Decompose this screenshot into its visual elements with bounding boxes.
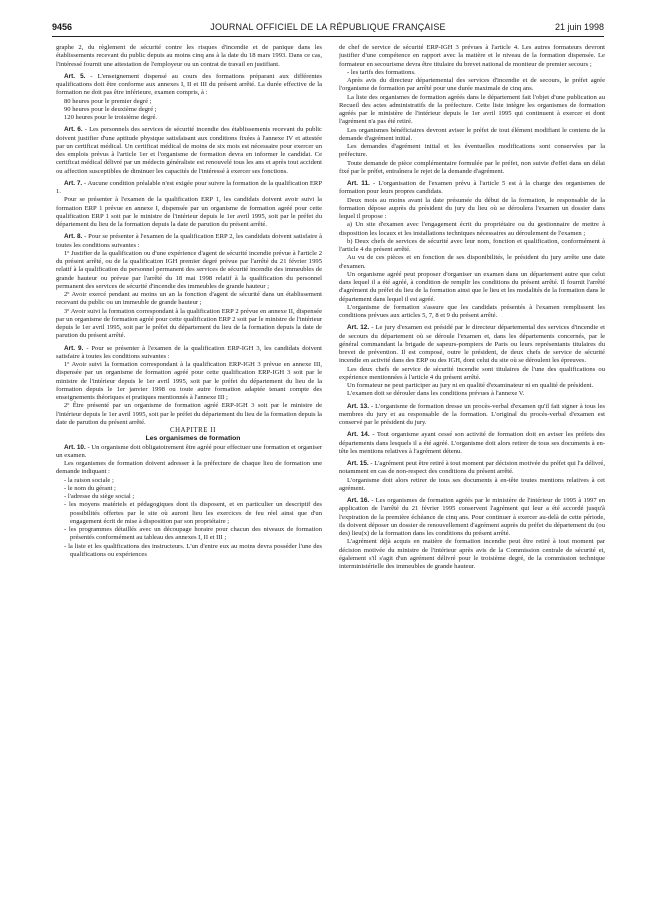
article-text: - Tout organisme ayant cessé son activité de formation doit en aviser les préfets des départements dans lesquels il a été agréé. L'organisme doit alors retirer de tous ses documents à en-tête les mentions relatives à l'agrément détenu. bbox=[339, 431, 605, 455]
article-13 bbox=[339, 403, 605, 428]
list-item: - les programmes détaillés avec un découpage horaire pour chacun des niveaux de formation présentés conformément au tableau des annexes I, II et III ; bbox=[64, 526, 322, 542]
article-14 bbox=[339, 431, 605, 456]
list-item: 90 heures pour le deuxième degré ; bbox=[64, 105, 157, 113]
paragraph: Toute demande de pièce complémentaire formulée par le préfet, non suivie d'effet dans un délai fixé par le préfet, entraînera le rejet de la demande d'agrément. bbox=[339, 159, 605, 175]
article-text: - L'organisme de formation dresse un procès-verbal d'examen qu'il fait signer à tous les membres du jury et au responsable de la formation. L'original du procès-verbal d'examen est conservé par le président du jury. bbox=[339, 402, 605, 426]
journal-title: JOURNAL OFFICIEL DE LA RÉPUBLIQUE FRANÇAISE bbox=[210, 22, 446, 32]
article-label: Art. 5. bbox=[64, 72, 86, 80]
article-11 bbox=[339, 180, 605, 197]
article-12 bbox=[339, 324, 605, 365]
paragraph: Après avis du directeur départemental des services d'incendie et de secours, le préfet agrée l'organisme de formation par arrêté pour une durée maximale de cinq ans. bbox=[339, 77, 605, 93]
paragraph: Deux mois au moins avant la date présumée du début de la formation, le responsable de la formation dépose auprès du président du jury du lieu où se déroulera l'examen un dossier dans lequel il propose : bbox=[339, 196, 605, 220]
article-6 bbox=[56, 126, 322, 176]
article-text: - Les organismes de formation agréés par le ministère de l'intérieur de 1995 à 1997 en application de l'arrêté du 21 février 1995 conservent l'agrément qui leur a été accordé jusqu'à l'expiration de la première échéance de cinq ans. Pour continuer à exercer au-delà de cette période, ils doivent déposer un dossier de renouvellement d'agrément auprès du préfet du département du (ou des) lieu(x) de la formation dans les conditions du présent arrêté. bbox=[339, 497, 605, 537]
article-text: - Un organisme doit obligatoirement être agréé pour effectuer une formation et organiser un examen. bbox=[56, 443, 322, 459]
left-column bbox=[56, 44, 322, 890]
paragraph: Les deux chefs de service de sécurité incendie sont titulaires de l'une des qualifications ou expérience mentionnées à l'article 4 du présent arrêté. bbox=[339, 365, 605, 381]
article-text: - Les personnels des services de sécurité incendie des établissements recevant du public doivent justifier d'une aptitude physique satisfaisant aux conditions fixées à l'annexe IV et attestée par un certificat médical. Un certificat médical de moins de six mois est nécessaire pour exercer un des emplois prévus à l'article 1er et l'organisme de formation devra en informer le candidat. Ce certificat médical délivré par un médecin généraliste est renouvelé tous les ans et après tout accident ou affection susceptibles de diminuer les capacités de l'intéressé à exercer ses fonctions. bbox=[56, 126, 322, 175]
article-label: Art. 13. bbox=[347, 402, 369, 410]
paragraph: Les demandes d'agrément initial et les éventuelles modifications sont conservées par la préfecture. bbox=[339, 143, 605, 159]
paragraph: L'organisme de formation s'assure que les candidats présentés à l'examen remplissent les conditions prévues aux articles 5, 7, 8 et 9 du présent arrêté. bbox=[339, 303, 605, 319]
article-label: Art. 10. bbox=[64, 443, 86, 451]
paragraph: graphe 2, du règlement de sécurité contre les risques d'incendie et de panique dans les établissements recevant du public depuis au moins cinq ans à la date du 18 mars 1993. Dans ce cas, l'intéressé fournit une attestation de l'employeur ou un contrat de travail en justifiant. bbox=[56, 44, 322, 68]
list-item: - les tarifs des formations. bbox=[347, 68, 416, 76]
list-item: - l'adresse du siège social ; bbox=[64, 493, 135, 500]
paragraph: 3º Avoir suivi la formation correspondant à la qualification ERP 2 prévue en annexe II, dispensée par un organisme de formation agréé pour cette qualification ERP 2 soit par le ministre de l'intérieur depuis le 1er avril 1995, soit par le préfet du département du lieu de la formation depuis la date de parution du présent arrêté. bbox=[56, 307, 322, 340]
list-item: - le nom du gérant ; bbox=[64, 484, 116, 492]
article-text: - L'agrément peut être retiré à tout moment par décision motivée du préfet qui l'a délivré, notamment en cas de non-respect des conditions du présent arrêté. bbox=[339, 460, 605, 476]
list-item: 80 heures pour le premier degré ; bbox=[64, 97, 152, 105]
page-header bbox=[52, 20, 604, 34]
paragraph: 2º Avoir exercé pendant au moins un an la fonction d'agent de sécurité dans un établissement recevant du public ou un immeuble de grande hauteur ; bbox=[56, 291, 322, 307]
article-label: Art. 6. bbox=[64, 126, 83, 134]
paragraph: 1º Avoir suivi la formation correspondant à la qualification ERP-IGH 3 prévue en annexe III, dispensée par un organisme de formation agréé pour cette qualification ERP-IGH 3 soit par le ministre de l'intérieur depuis le 1er avril 1995, soit par le préfet du département du lieu de la formation depuis le 1er janvier 1998 ou toute autre formation adaptée tenant compte des enseignements théoriques et pratiques mentionnés à l'annexe III ; bbox=[56, 361, 322, 401]
article-16 bbox=[339, 497, 605, 538]
article-text: - L'enseignement dispensé au cours des formations préparant aux différentes qualifications doit être conforme aux annexes I, II et III du présent arrêté. La durée effective de la formation ne doit pas être inférieure, examen compris, à : bbox=[56, 72, 322, 97]
article-label: Art. 16. bbox=[347, 497, 370, 504]
paragraph: a) Un site d'examen avec l'engagement écrit du propriétaire ou du gestionnaire de mettre à disposition les locaux et les installations techniques nécessaires au déroulement de l'examen ; bbox=[339, 221, 605, 237]
article-label: Art. 7. bbox=[64, 179, 83, 187]
list-item: - la liste et les qualifications des instructeurs. L'un d'entre eux au moins devra posséder l'une des qualifications ou expériences bbox=[64, 542, 322, 558]
paragraph: 2º Être présenté par un organisme de formation agréé ERP-IGH 3 soit par le ministre de l'intérieur depuis le 1er avril 1995, soit par le préfet du département du lieu de la formation depuis la date de parution du présent arrêté. bbox=[56, 402, 322, 426]
article-8 bbox=[56, 233, 322, 250]
paragraph: 1º Justifier de la qualification ou d'une expérience d'agent de sécurité incendie prévue à l'article 2 du présent arrêté, ou de la qualification IGH premier degré prévue par l'arrêté du 21 février 1995 relatif à la qualification du personnel permanent des services de sécurité incendie des immeubles de grande hauteur ou prévue par l'arrêté du 18 mai 1998 relatif à la qualification du personnel permanent des services de sécurité d'incendie des immeubles de grande hauteur ; bbox=[56, 249, 322, 290]
paragraph: L'agrément déjà acquis en matière de formation incendie peut être retiré à tout moment par décision motivée du ministre de l'intérieur après avis de la Commission centrale de sécurité et, également s'il s'agit d'un agrément délivré pour le troisième degré, de la commission technique interministérielle des immeubles de grande hauteur. bbox=[339, 538, 605, 570]
article-text: - Aucune condition préalable n'est exigée pour suivre la formation de la qualification ERP 1. bbox=[56, 179, 322, 195]
paragraph: Pour se présenter à l'examen de la qualification ERP 1, les candidats doivent avoir suivi la formation ERP 1 prévue en annexe I, dispensée par un organisme de formation agréé pour cette qualification ERP 1 soit par le ministre de l'intérieur depuis le 1er avril 1995, soit par le préfet du département du lieu de la formation depuis la date de parution du présent arrêté. bbox=[56, 196, 322, 228]
article-7 bbox=[56, 180, 322, 197]
section-heading: Les organismes de formation bbox=[145, 435, 241, 443]
list-item: - les moyens matériels et pédagogiques dont ils disposent, et en particulier un descriptif des possibilités offertes par le site où auront lieu les exercices de feu réel ainsi que d'un engagement écrit de mise à disposition par son propriétaire ; bbox=[64, 501, 322, 525]
article-label: Art. 11. bbox=[347, 180, 370, 187]
article-label: Art. 15. bbox=[347, 460, 369, 467]
paragraph: Un organisme agréé peut proposer d'organiser un examen dans un département autre que celui dans lequel il a été agréé, à condition de remplir les conditions du présent arrêté. Il fournit l'arrêté d'agrément du préfet du lieu de la formation ainsi que le lieu et les modalités de la formation dans le département dans lequel il est agréé. bbox=[339, 270, 605, 303]
paragraph: Au vu de ces pièces et en fonction de ses disponibilités, le président du jury arrête une date d'examen. bbox=[339, 254, 605, 270]
chapter-heading: CHAPITRE II bbox=[169, 427, 217, 434]
paragraph: La liste des organismes de formation agréés dans le département fait l'objet d'une publication au Recueil des actes administratifs de la préfecture. Cette liste intègre les organismes de formation agréés par le ministère de l'intérieur depuis le 1er avril 1995 qui continuent à exercer et dont l'agrément n'a pas été retiré. bbox=[339, 93, 605, 126]
paragraph: L'examen doit se dérouler dans les conditions prévues à l'annexe V. bbox=[347, 390, 525, 398]
article-10 bbox=[56, 444, 322, 461]
paragraph: Un formateur ne peut participer au jury ni en qualité d'examinateur ni en qualité de président. bbox=[347, 382, 594, 389]
right-column bbox=[339, 44, 605, 890]
paragraph: b) Deux chefs de services de sécurité avec leur nom, fonction et qualification, conformément à l'article 4 du présent arrêté. bbox=[339, 237, 605, 253]
article-label: Art. 12. bbox=[347, 324, 370, 332]
page-number: 9456 bbox=[52, 22, 73, 32]
paragraph: de chef de service de sécurité ERP-IGH 3 prévues à l'article 4. Les autres formateurs devront justifier d'une compétence en rapport avec la matière et le niveau de la formation dispensée. Le formateur en secourisme devra être titulaire du brevet national de moniteur de premier secours ; bbox=[339, 44, 605, 68]
article-text: - Le jury d'examen est présidé par le directeur départemental des services d'incendie et de secours du département où se déroule l'examen et, dans les départements concernés, par le général commandant la brigade de sapeurs-pompiers de Paris ou leurs représentants titulaires du brevet de prévention. Il est composé, outre le président, de deux chefs de service de sécurité incendie en activité dans des ERP ou des IGH, dont celui du site où se déroulent les épreuves. bbox=[339, 324, 605, 365]
list-item: 120 heures pour le troisième degré. bbox=[64, 114, 158, 121]
article-5 bbox=[56, 73, 322, 98]
article-label: Art. 8. bbox=[64, 233, 83, 241]
article-15 bbox=[339, 460, 605, 477]
paragraph: Les organismes de formation doivent adresser à la préfecture de chaque lieu de formation une demande indiquant : bbox=[56, 460, 322, 476]
article-text: - Pour se présenter à l'examen de la qualification ERP-IGH 3, les candidats doivent satisfaire à toutes les conditions suivantes : bbox=[56, 344, 322, 360]
paragraph: Les organismes bénéficiaires devront aviser le préfet de tout élément modifiant le contenu de la demande d'agrément initial. bbox=[339, 126, 605, 142]
article-9 bbox=[56, 345, 322, 362]
article-text: - L'organisation de l'examen prévu à l'article 5 est à la charge des organismes de formation pour leurs propres candidats. bbox=[339, 180, 605, 196]
publication-date: 21 juin 1998 bbox=[554, 22, 604, 32]
list-item: - la raison sociale ; bbox=[64, 476, 114, 484]
article-label: Art. 14. bbox=[347, 431, 370, 439]
article-label: Art. 9. bbox=[64, 344, 84, 352]
header-rule bbox=[52, 36, 604, 37]
article-text: - Pour se présenter à l'examen de la qualification ERP 2, les candidats doivent satisfaire à toutes les conditions suivantes : bbox=[56, 233, 322, 249]
paragraph: L'organisme doit alors retirer de tous ses documents à en-tête toutes mentions relatives à cet agrément. bbox=[339, 476, 605, 492]
